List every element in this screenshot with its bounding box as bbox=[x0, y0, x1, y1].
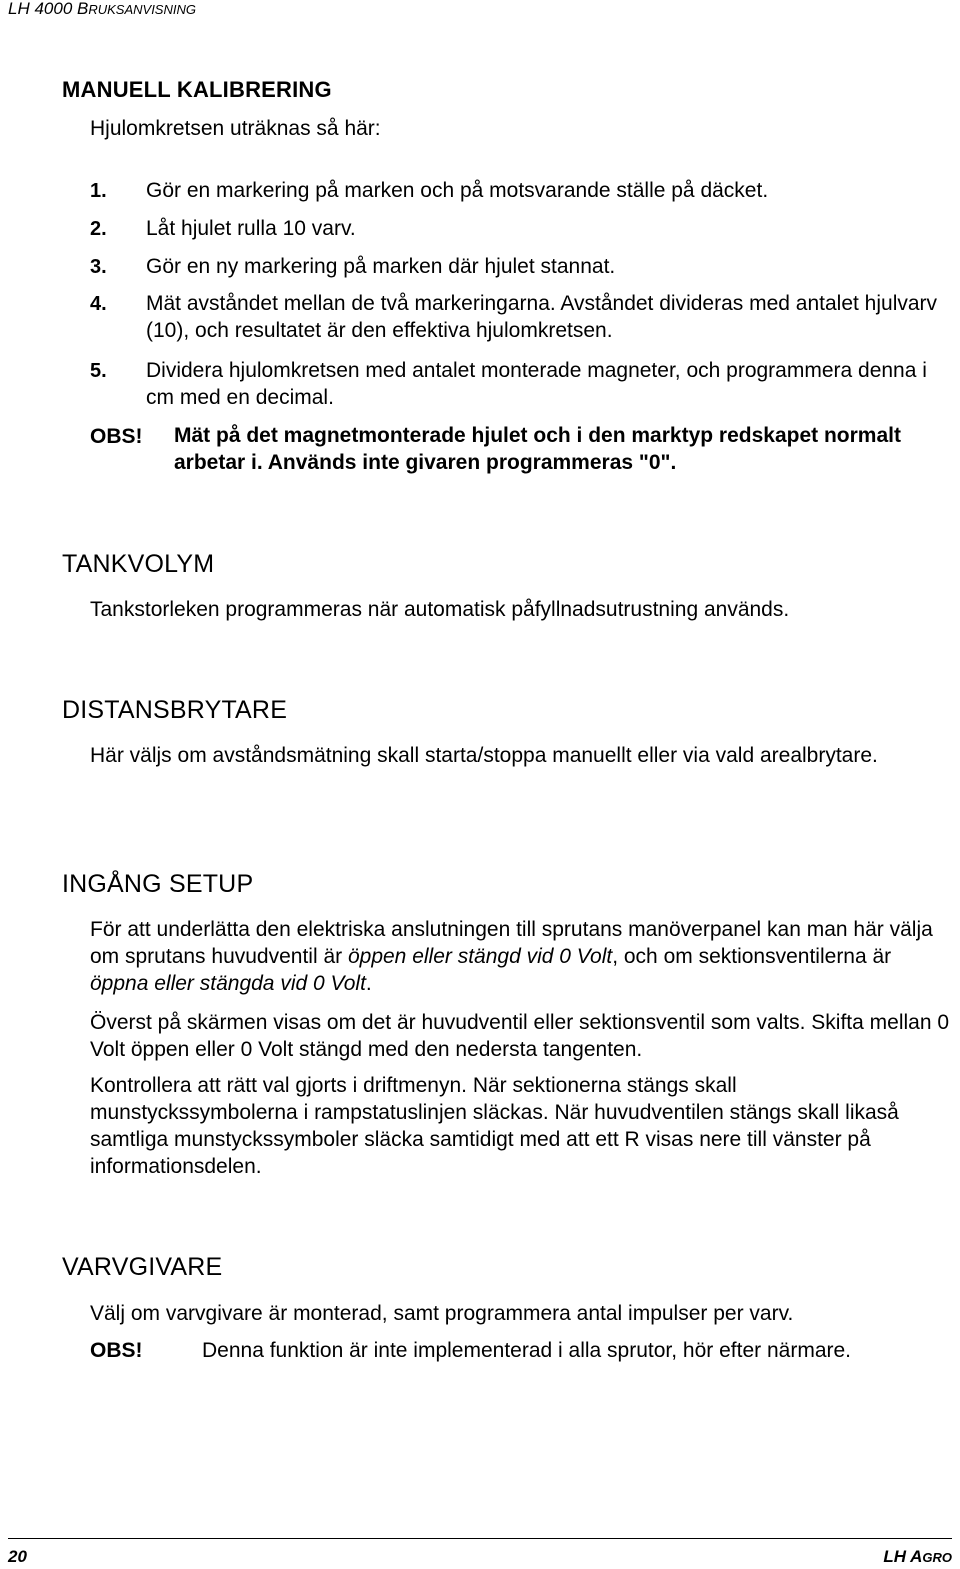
ingang-p1-a: För att underlätta den elektriska anslutningen till sprutans manöverpanel kan man här välja om sprutans huvudventil är bbox=[90, 918, 933, 968]
ingang-p1-b: , och om sektionsventilerna är bbox=[612, 945, 892, 968]
list-item-text: Dividera hjulomkretsen med antalet monterade magneter, och programmera denna i cm med en decimal. bbox=[146, 359, 927, 409]
ingang-paragraph-1 bbox=[90, 916, 950, 997]
ingang-paragraph-3: Kontrollera att rätt val gjorts i driftmenyn. När sektionerna stängs skall munstyckssymbolerna i rampstatuslinjen släckas. När huvudventilen stängs skall likaså samtliga munstyckssymboler släcka samtidigt med att ett R visas nere till vänster på informationsdelen. bbox=[90, 1074, 899, 1178]
list-item-number: 2. bbox=[90, 218, 107, 240]
list-item-text: Låt hjulet rulla 10 varv. bbox=[146, 217, 356, 240]
obs-text: Mät på det magnetmonterade hjulet och i den marktyp redskapet normalt arbetar i. Används inte givaren programmeras "0". bbox=[174, 424, 901, 474]
list-item-number: 3. bbox=[90, 256, 107, 278]
ingang-p1-italic-2: öppna eller stängda vid 0 Volt bbox=[90, 972, 366, 995]
ingang-p1-c: . bbox=[365, 972, 372, 995]
section-title-distans: DISTANSBRYTARE bbox=[62, 696, 288, 724]
obs-label: OBS! bbox=[90, 1339, 143, 1362]
list-item-number: 4. bbox=[90, 293, 107, 315]
varvgivare-text: Välj om varvgivare är monterad, samt programmera antal impulser per varv. bbox=[90, 1302, 794, 1325]
page-header bbox=[8, 0, 196, 18]
header-prefix: LH 4000 B bbox=[8, 0, 89, 18]
ingang-p1-italic-1: öppen eller stängd vid 0 Volt bbox=[347, 945, 613, 968]
list-item-text: Gör en ny markering på marken där hjulet stannat. bbox=[146, 255, 616, 278]
ingang-paragraph-2: Överst på skärmen visas om det är huvudventil eller sektionsventil som valts. Skifta mellan 0 Volt öppen eller 0 Volt stängd med den nedersta tangenten. bbox=[90, 1011, 950, 1061]
list-item-text: Mät avståndet mellan de två markeringarna. Avståndet divideras med antalet hjulvarv (10), och resultatet är den effektiva hjulomkretsen. bbox=[146, 292, 938, 342]
footer-divider bbox=[8, 1538, 952, 1539]
section-title-ingang: INGÅNG SETUP bbox=[62, 870, 254, 898]
section-title-varvgivare: VARVGIVARE bbox=[62, 1253, 223, 1281]
obs-label: OBS! bbox=[90, 425, 143, 448]
list-item-number: 1. bbox=[90, 180, 107, 202]
header-rest: RUKSANVISNING bbox=[88, 2, 196, 17]
footer-brand bbox=[883, 1547, 952, 1567]
section-title-manuell: MANUELL KALIBRERING bbox=[62, 77, 332, 102]
section-title-tankvolym: TANKVOLYM bbox=[62, 550, 215, 578]
distans-text: Här väljs om avståndsmätning skall starta/stoppa manuellt eller via vald arealbrytare. bbox=[90, 744, 878, 767]
tankvolym-text: Tankstorleken programmeras när automatisk påfyllnadsutrustning används. bbox=[90, 598, 790, 621]
footer-brand-rest: GRO bbox=[922, 1550, 952, 1565]
list-item-text: Gör en markering på marken och på motsvarande ställe på däcket. bbox=[146, 179, 769, 202]
list-item-number: 5. bbox=[90, 360, 107, 382]
page-number: 20 bbox=[8, 1547, 27, 1566]
manuell-intro: Hjulomkretsen uträknas så här: bbox=[90, 117, 381, 140]
varvgivare-obs-text: Denna funktion är inte implementerad i alla sprutor, hör efter närmare. bbox=[202, 1339, 852, 1362]
footer-brand-prefix: LH A bbox=[883, 1547, 923, 1566]
